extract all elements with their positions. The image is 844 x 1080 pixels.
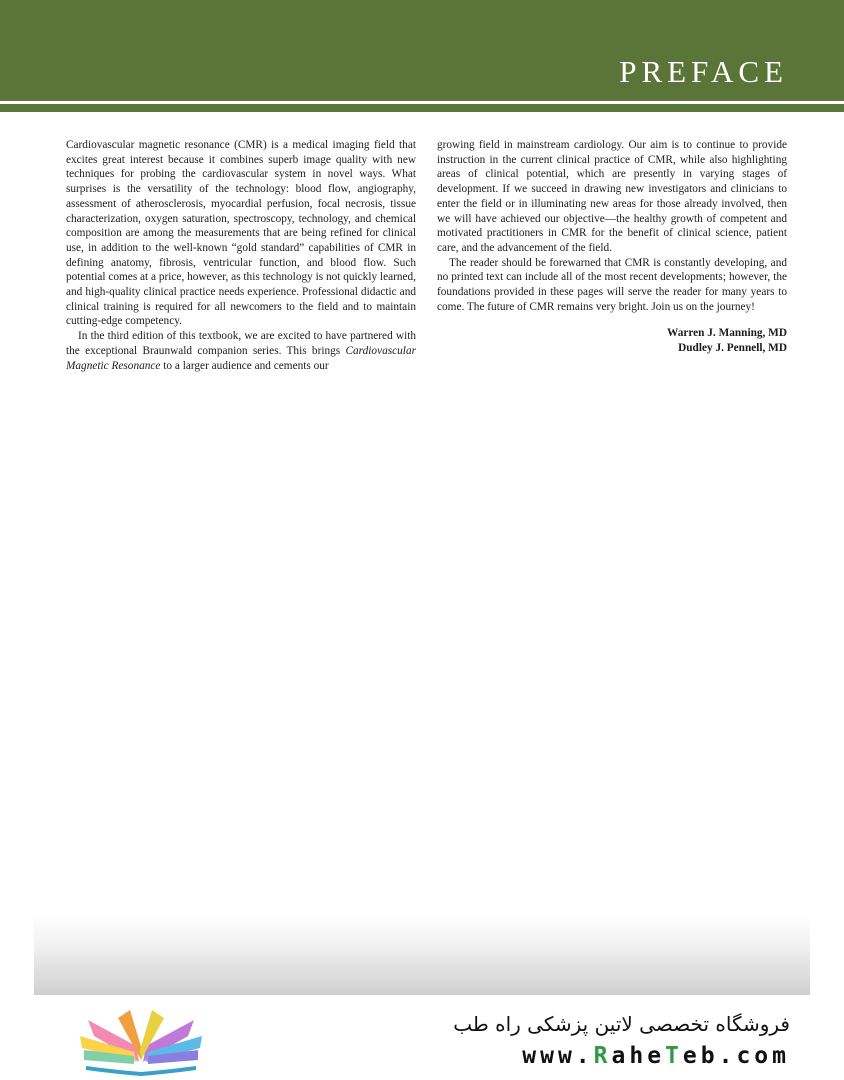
- paragraph-2: [66, 329, 416, 373]
- signature-pennell: Dudley J. Pennell, MD: [678, 342, 787, 355]
- url-ahe: ahe: [611, 1043, 666, 1069]
- header-stripe: [0, 104, 844, 112]
- url-suffix: eb.com: [682, 1043, 790, 1069]
- footer-fade: [34, 915, 810, 995]
- paragraph-2-continued: growing field in mainstream cardiology. Our aim is to continue to provide instruction in the current clinical practice of CMR, while also highlighting areas of clinical potential, which are presently in varying stages of development. If we succeed in drawing new investigators and clinicians to enter the field or in illuminating new areas for those already involved, then we will have achieved our objective—the healthy growth of competent and motivated practitioners in CMR for the benefit of clinical science, patient care, and the advancement of the field.: [437, 139, 787, 254]
- paragraph-1: Cardiovascular magnetic resonance (CMR) is a medical imaging field that excites great interest because it combines superb image quality with new techniques for probing the cardiovascular system in novel ways. What surprises is the versatility of the technology: blood flow, angiography, assessment of atherosclerosis, myocardial perfusion, focal necrosis, tissue characterization, oxygen saturation, spectroscopy, technology, and chemical composition are among the measurements that are being refined for clinical use, in addition to the well-known “gold standard” capabilities of CMR in defining anatomy, fibrosis, ventricular function, and blood flow. Such potential comes at a price, however, as this technology is not quickly learned, and high-quality clinical practice needs experience. Professional didactic and clinical training is required for all newcomers to the field and to maintain cutting-edge competency.: [66, 139, 416, 328]
- paragraph-2-text: In the third edition of this textbook, we are excited to have partnered with the exceptional Braunwald companion series. This brings: [66, 330, 416, 357]
- url-prefix: www.: [522, 1043, 594, 1069]
- site-url[interactable]: [522, 1043, 790, 1069]
- paragraph-2-tail: to a larger audience and cements our: [160, 359, 329, 372]
- url-t: T: [665, 1043, 683, 1069]
- signatures: [437, 326, 787, 356]
- book-title: Cardiovascular Magnetic Resonance: [66, 344, 416, 372]
- signature-manning: Warren J. Manning, MD: [667, 327, 787, 340]
- left-column: [66, 138, 416, 373]
- url-r: R: [593, 1043, 612, 1069]
- shop-name: فروشگاه تخصصی لاتین پزشکی راه طب: [453, 1012, 790, 1036]
- open-book-rainbow-icon: [76, 1006, 206, 1076]
- right-column: [437, 138, 787, 356]
- paragraph-3: The reader should be forewarned that CMR is constantly developing, and no printed text can include all of the most recent developments; however, the foundations provided in these pages will serve the reader for many years to come. The future of CMR remains very bright. Join us on the journey!: [437, 256, 787, 313]
- page-title: PREFACE: [619, 54, 788, 89]
- header-banner: [0, 0, 844, 101]
